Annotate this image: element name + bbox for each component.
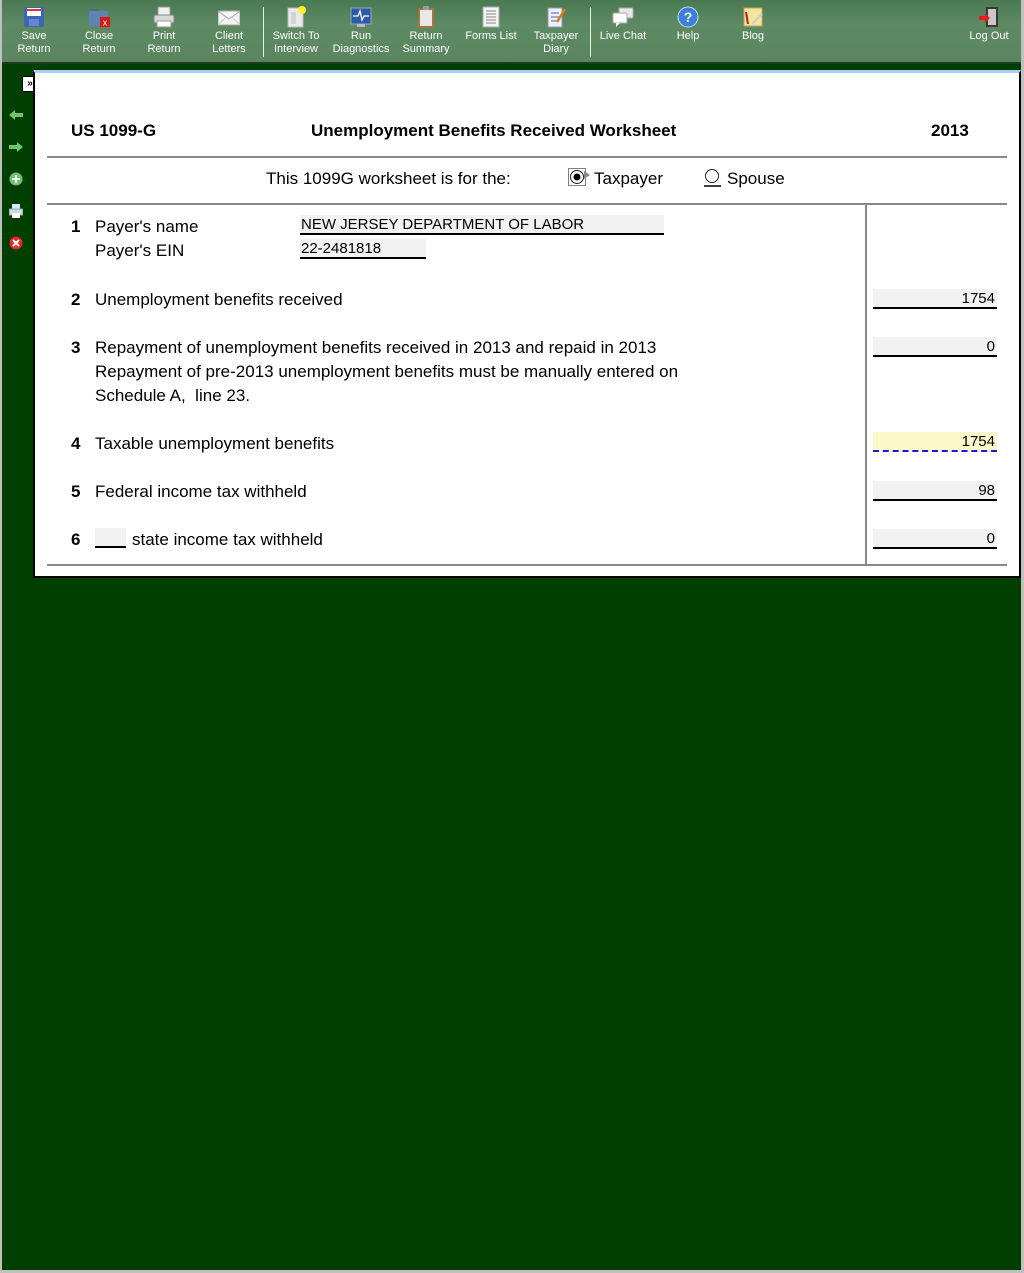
document-list-icon xyxy=(480,6,502,28)
form-title: Unemployment Benefits Received Worksheet xyxy=(311,121,677,140)
repayment-field[interactable]: 0 xyxy=(873,337,997,357)
live-chat-label-1: Live Chat xyxy=(599,30,647,42)
client-letters-label-1: Client xyxy=(214,30,244,42)
help-button[interactable] xyxy=(656,6,720,43)
add-icon[interactable] xyxy=(9,172,23,186)
column-divider xyxy=(865,205,867,565)
payer-name-field[interactable]: NEW JERSEY DEPARTMENT OF LABOR xyxy=(300,215,664,235)
spouse-radio[interactable] xyxy=(704,168,804,188)
close-return-label-1: Close xyxy=(84,30,114,42)
client-letters-button[interactable] xyxy=(197,6,261,56)
divider xyxy=(47,564,1007,566)
save-return-label-2: Return xyxy=(17,43,51,55)
forms-list-label-1: Forms List xyxy=(465,30,517,42)
live-chat-button[interactable] xyxy=(591,6,655,43)
taxpayer-radio-label: Taxpayer xyxy=(594,169,663,188)
run-diagnostics-label-2: Diagnostics xyxy=(332,43,390,55)
line-2-label: Unemployment benefits received xyxy=(95,290,343,309)
taxpayer-radio[interactable] xyxy=(568,168,676,188)
line-4-label: Taxable unemployment benefits xyxy=(95,434,335,453)
blog-button[interactable] xyxy=(721,6,785,43)
interview-icon xyxy=(285,6,307,28)
arrow-right-icon[interactable] xyxy=(9,140,23,154)
floppy-disk-icon xyxy=(23,6,45,28)
notepad-pencil-icon xyxy=(545,6,567,28)
forms-list-button[interactable] xyxy=(459,6,523,43)
line-6-number: 6 xyxy=(71,530,81,549)
line-2-number: 2 xyxy=(71,290,81,309)
blog-label-1: Blog xyxy=(741,30,765,42)
radio-selected-icon xyxy=(568,168,590,188)
line-5-number: 5 xyxy=(71,482,81,501)
folder-close-icon xyxy=(88,6,110,28)
return-summary-label-1: Return xyxy=(409,30,443,42)
payer-name-label: Payer's name xyxy=(95,217,199,236)
switch-to-interview-label-1: Switch To xyxy=(272,30,320,42)
taxpayer-diary-button[interactable] xyxy=(524,6,588,56)
client-letters-label-2: Letters xyxy=(212,43,246,55)
switch-to-interview-label-2: Interview xyxy=(273,43,319,55)
svg-text:?: ? xyxy=(683,9,693,25)
save-return-button[interactable] xyxy=(2,6,66,56)
expand-panel-button[interactable]: » xyxy=(22,76,38,92)
line-4-number: 4 xyxy=(71,434,81,453)
form-code: US 1099-G xyxy=(71,121,157,140)
run-diagnostics-button[interactable] xyxy=(329,6,393,56)
print-return-label-2: Return xyxy=(147,43,181,55)
arrow-left-icon[interactable] xyxy=(9,108,23,122)
taxable-benefits-field[interactable]: 1754 xyxy=(873,432,997,452)
monitor-pulse-icon xyxy=(350,6,372,28)
state-code-field[interactable] xyxy=(95,528,126,548)
line-3-number: 3 xyxy=(71,338,81,357)
radio-unselected-icon xyxy=(704,168,722,188)
spouse-radio-label: Spouse xyxy=(727,169,785,188)
close-return-label-2: Return xyxy=(82,43,116,55)
close-return-button[interactable] xyxy=(67,6,131,56)
return-summary-button[interactable] xyxy=(394,6,458,56)
toolbar xyxy=(2,0,1021,64)
taxpayer-diary-label-1: Taxpayer xyxy=(533,30,579,42)
taxpayer-diary-label-2: Diary xyxy=(543,43,569,55)
tax-year: 2013 xyxy=(931,121,969,140)
return-summary-label-2: Summary xyxy=(402,43,450,55)
run-diagnostics-label-1: Run xyxy=(350,30,372,42)
line-3-label: Repayment of unemployment benefits received in 2013 and repaid in 2013 xyxy=(95,338,657,357)
chat-bubbles-icon xyxy=(612,6,634,28)
selector-label: This 1099G worksheet is for the: xyxy=(266,169,511,188)
delete-icon[interactable] xyxy=(9,236,23,250)
line-6-label: state income tax withheld xyxy=(132,530,323,549)
payer-ein-field[interactable]: 22-2481818 xyxy=(300,239,426,259)
line-5-label: Federal income tax withheld xyxy=(95,482,307,501)
payer-ein-label: Payer's EIN xyxy=(95,241,185,260)
exit-door-icon xyxy=(978,6,1000,28)
line-3-note-2: Schedule A, line 23. xyxy=(95,386,251,405)
print-return-label-1: Print xyxy=(152,30,176,42)
scroll-quill-icon xyxy=(742,6,764,28)
save-return-label-1: Save xyxy=(21,30,47,42)
log-out-button[interactable] xyxy=(957,6,1021,43)
unemployment-benefits-field[interactable]: 1754 xyxy=(873,289,997,309)
federal-withheld-field[interactable]: 98 xyxy=(873,481,997,501)
clipboard-icon xyxy=(415,6,437,28)
print-return-button[interactable] xyxy=(132,6,196,56)
help-label-1: Help xyxy=(676,30,700,42)
switch-to-interview-button[interactable] xyxy=(264,6,328,56)
printer-icon xyxy=(153,6,175,28)
divider xyxy=(47,156,1007,158)
line-3-note: Repayment of pre-2013 unemployment benefits must be manually entered on xyxy=(95,362,679,381)
state-withheld-field[interactable]: 0 xyxy=(873,529,997,549)
svg-text:x: x xyxy=(102,17,108,28)
line-1-number: 1 xyxy=(71,217,81,236)
worksheet-panel xyxy=(33,70,1021,578)
help-icon xyxy=(677,6,699,28)
envelope-icon xyxy=(218,6,240,28)
printer-icon[interactable] xyxy=(9,204,23,218)
divider xyxy=(47,203,1007,205)
log-out-label-1: Log Out xyxy=(969,30,1009,42)
app-window xyxy=(2,0,1021,1270)
